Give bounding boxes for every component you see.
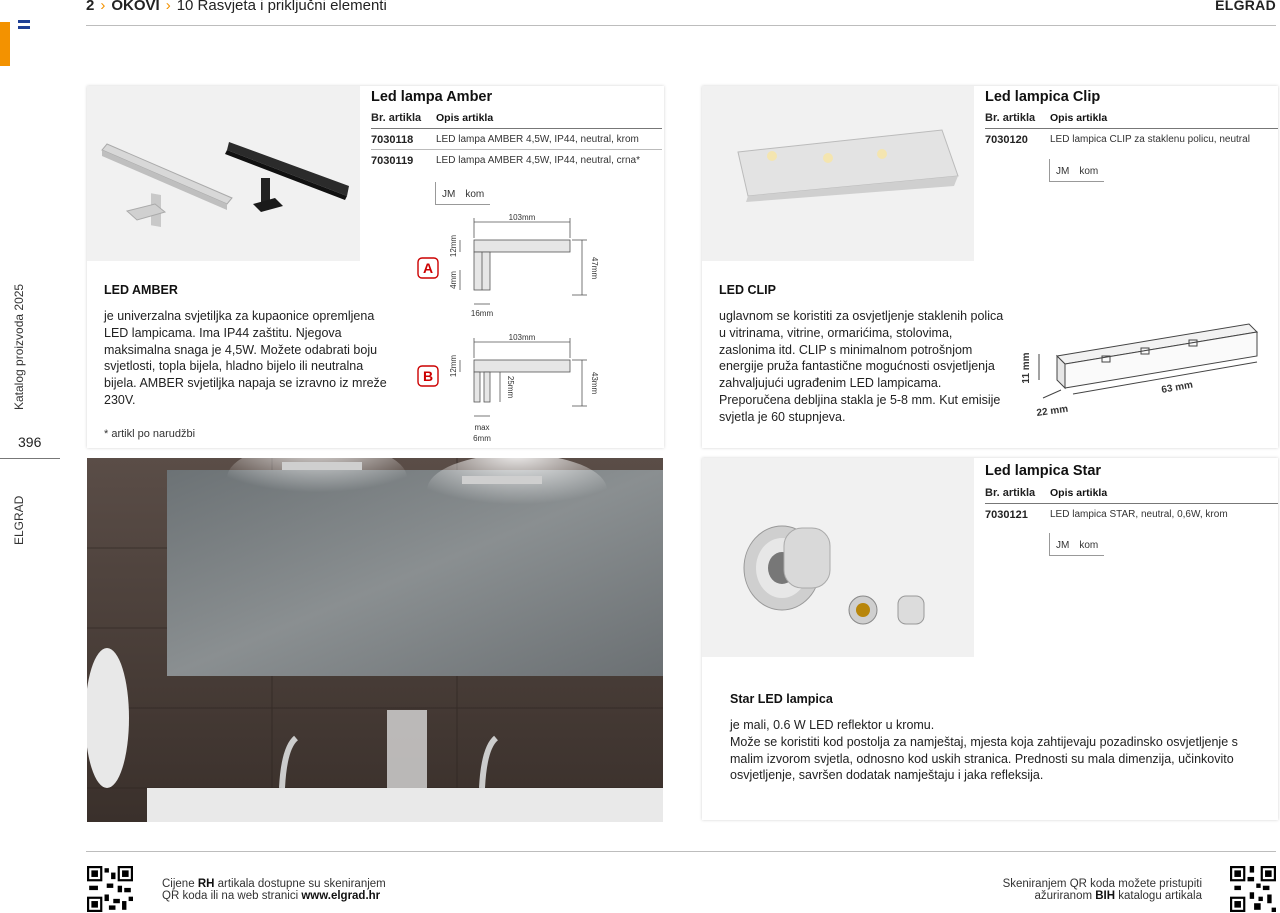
star-product-image	[702, 458, 974, 657]
unit-value: kom	[1079, 166, 1099, 177]
footer-text: ažuriranom	[1034, 890, 1096, 902]
footer-text: Cijene	[162, 878, 198, 890]
article-desc: LED lampica STAR, neutral, 0,6W, krom	[1050, 509, 1228, 520]
page-number: 396	[18, 434, 42, 450]
footer-text-bold: RH	[197, 878, 215, 890]
table-row[interactable]	[371, 129, 662, 150]
breadcrumb-chapter-num[interactable]: 2	[86, 0, 95, 14]
dim-height: 11 mm	[1021, 352, 1032, 384]
dim-a-height: 47mm	[590, 256, 599, 280]
col-description: Opis artikla	[1050, 112, 1108, 124]
top-bar	[86, 0, 1276, 26]
dim-depth: 22 mm	[1035, 403, 1069, 419]
unit-value: kom	[465, 189, 485, 200]
footer-text: katalogu artikala	[1115, 890, 1202, 902]
qr-code-bih-icon[interactable]	[1230, 866, 1276, 912]
dim-b-bottom: 6mm	[473, 434, 491, 443]
amber-dimension-drawing	[412, 210, 602, 446]
star-lamp-icon	[702, 458, 974, 657]
drawing-label-a: A	[422, 260, 434, 276]
dim-b-top: 12mm	[449, 354, 458, 378]
rail-brand: ELGRAD	[12, 495, 26, 545]
dim-b-max: max	[474, 423, 490, 432]
catalog-label: Katalog proizvoda 2025	[12, 283, 26, 410]
unit-label: JM	[1056, 166, 1070, 177]
footer-left-text	[162, 878, 386, 902]
dim-b-height: 43mm	[590, 371, 599, 395]
footer-divider	[86, 851, 1276, 852]
chevron-right-icon: ›	[165, 0, 171, 14]
footer-text: Skeniranjem QR koda možete pristupiti	[1002, 878, 1202, 890]
breadcrumb-chapter[interactable]: OKOVI	[111, 0, 160, 14]
footer-text: artikala dostupne su skeniranjem	[214, 878, 386, 890]
article-code: 7030121	[985, 509, 1028, 521]
col-article-no: Br. artikla	[985, 112, 1036, 124]
brand-name: ELGRAD	[1215, 0, 1276, 13]
clip-product-image	[702, 86, 974, 261]
clip-title: Led lampica Clip	[985, 89, 1101, 105]
table-header	[985, 487, 1278, 504]
footer-text: QR koda ili na web stranici	[162, 890, 302, 902]
unit-box	[435, 182, 490, 205]
star-description	[730, 717, 1260, 784]
amber-article-table	[371, 112, 662, 170]
chevron-right-icon: ›	[100, 0, 106, 14]
website-link[interactable]: www.elgrad.hr	[301, 890, 381, 902]
clip-article-table	[985, 112, 1278, 149]
star-desc-body: Može se koristiti kod postolja za namještaj, mjesta koja zahtijevaju pozadinsko osvjetljenje s malim izvorom svjetla, odnosno kod uskih stranica. Prednosti su mala dimenzija, učinkovito osvjetljenje, savršen dodatak namještaju i jaka refleksija.	[730, 734, 1238, 783]
dim-length: 63 mm	[1160, 379, 1194, 396]
star-card	[702, 458, 1278, 820]
dim-a-width: 103mm	[508, 213, 536, 222]
col-article-no: Br. artikla	[985, 487, 1036, 499]
unit-box	[1049, 533, 1104, 556]
star-desc-line1: je mali, 0.6 W LED reflektor u kromu.	[730, 718, 935, 732]
clip-description: uglavnom se koristiti za osvjetljenje staklenih polica u vitrinama, vitrine, ormarićima, stolovima, zaslonima itd. CLIP s minimalnom potrošnjom energije pruža fantastične mogućnosti osvjetljenja zahvaljujući ugrađenim LED lampicama. Preporučena debljina stakla je 5-8 mm. Kut emisije svjetla je 60 stupnjeva.	[719, 309, 1004, 424]
article-code: 7030120	[985, 134, 1028, 146]
star-article-table	[985, 487, 1278, 524]
article-code: 7030119	[371, 155, 414, 167]
footer-text-bold: BIH	[1095, 890, 1116, 902]
dim-a-side: 4mm	[449, 271, 458, 289]
dim-a-top: 12mm	[449, 234, 458, 258]
table-row[interactable]	[371, 150, 662, 170]
table-header	[985, 112, 1278, 129]
unit-value: kom	[1079, 540, 1099, 551]
star-desc-title: Star LED lampica	[730, 692, 833, 706]
amber-description: je univerzalna svjetiljka za kupaonice opremljena LED lampicama. Ima IP44 zaštitu. Njegova maksimalna snaga je 4,5W. Možete odabrati boju svjetlosti, topla bijela, hladno bijelo ili neutralna bijela. AMBER svjetiljka napaja se izravno iz mreže 230V.	[104, 309, 387, 407]
dim-b-mid: 25mm	[506, 375, 515, 399]
star-title: Led lampica Star	[985, 463, 1102, 479]
chapter-tab	[0, 22, 10, 66]
bathroom-image-icon	[87, 458, 663, 822]
col-description: Opis artikla	[1050, 487, 1108, 499]
article-code: 7030118	[371, 134, 414, 146]
flag-icon	[18, 20, 30, 30]
amber-title: Led lampa Amber	[371, 89, 493, 105]
article-desc: LED lampa AMBER 4,5W, IP44, neutral, krom	[436, 134, 639, 145]
clip-desc-title: LED CLIP	[719, 283, 776, 297]
article-desc: LED lampa AMBER 4,5W, IP44, neutral, crna*	[436, 155, 640, 166]
col-description: Opis artikla	[436, 112, 494, 124]
table-header	[371, 112, 662, 129]
amber-lamp-icon	[87, 86, 360, 261]
clip-card	[702, 86, 1278, 448]
col-article-no: Br. artikla	[371, 112, 422, 124]
clip-dimension-drawing	[1017, 318, 1272, 428]
unit-label: JM	[442, 189, 456, 200]
drawing-label-b: B	[422, 368, 434, 384]
amber-product-image	[87, 86, 360, 261]
article-desc: LED lampica CLIP za staklenu policu, neutral	[1050, 134, 1250, 145]
clip-lamp-icon	[702, 86, 974, 261]
breadcrumb-section[interactable]: Rasvjeta i priključni elementi	[197, 0, 387, 14]
amber-note: * artikl po narudžbi	[104, 428, 196, 440]
footer-right-text	[1003, 878, 1202, 902]
dim-a-bottom: 16mm	[470, 309, 494, 318]
unit-label: JM	[1056, 540, 1070, 551]
table-row[interactable]	[985, 129, 1278, 149]
amber-desc-title: LED AMBER	[104, 283, 178, 297]
breadcrumb-section-num[interactable]: 10	[176, 0, 194, 14]
dim-b-width: 103mm	[508, 333, 536, 342]
bathroom-photo	[87, 458, 663, 822]
unit-box	[1049, 159, 1104, 182]
table-row[interactable]	[985, 504, 1278, 524]
divider	[0, 458, 60, 459]
breadcrumb	[86, 0, 387, 14]
amber-card	[87, 86, 664, 448]
qr-code-rh-icon[interactable]	[87, 866, 133, 912]
